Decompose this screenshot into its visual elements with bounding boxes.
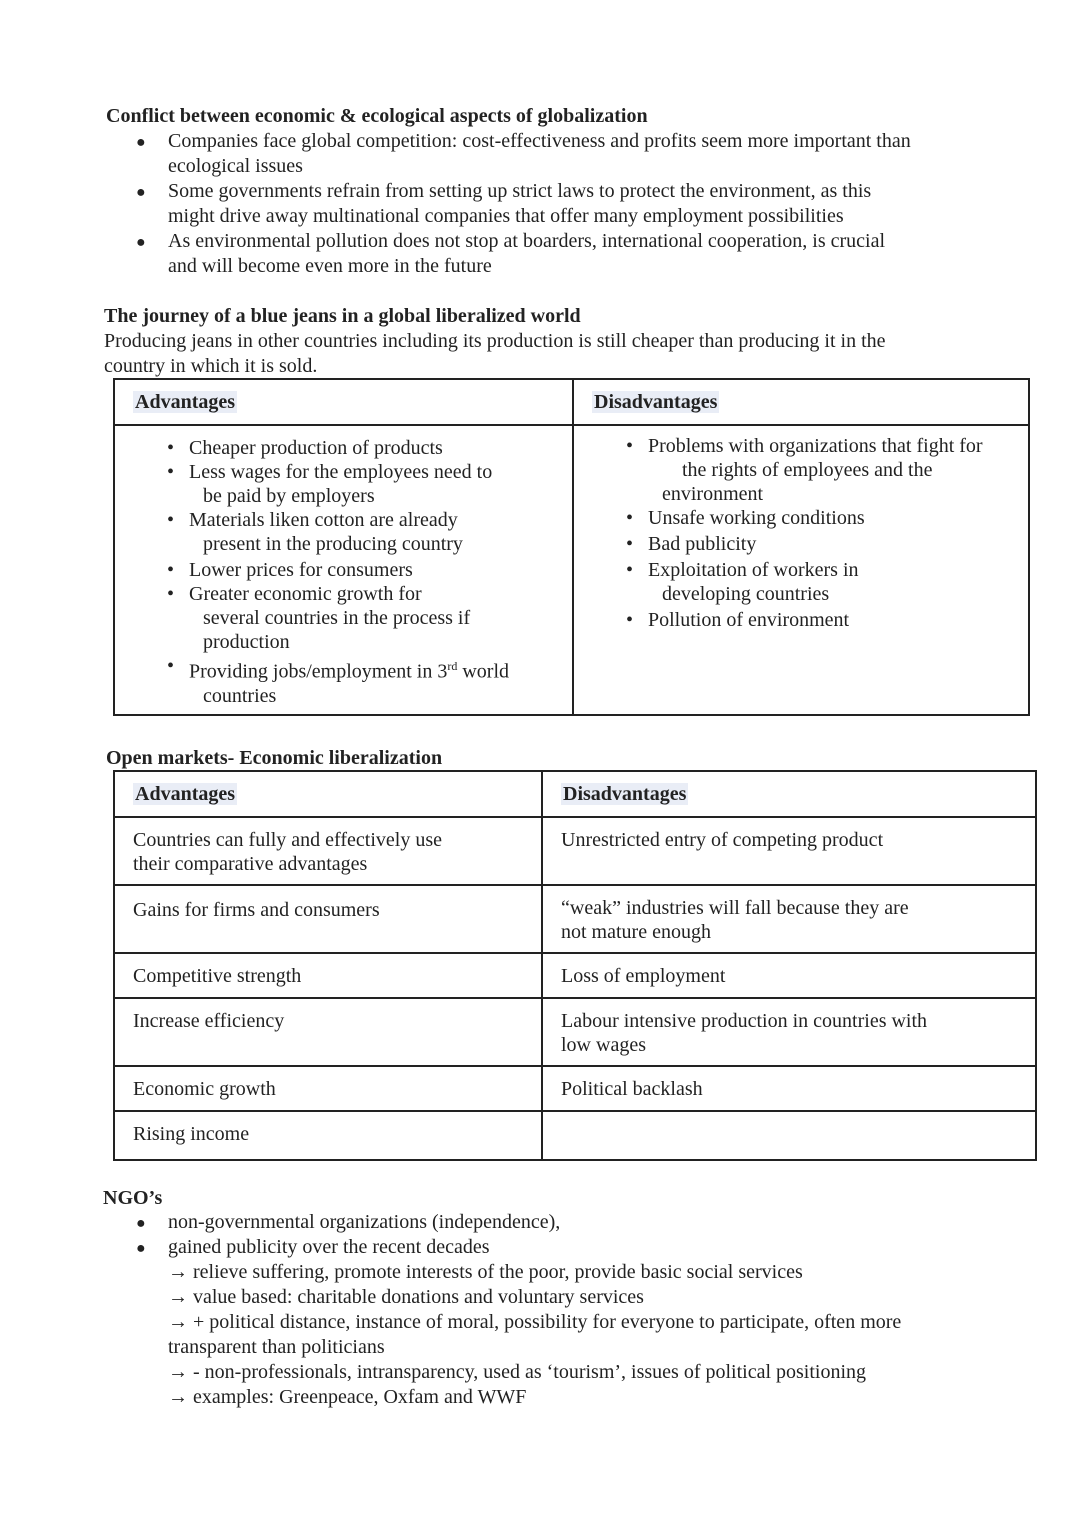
conflict-bullet-2: Some governments refrain from setting up strict laws to protect the environment, as this might drive away multinational companies that offer many employment possibilities (168, 180, 872, 227)
list-item: • Exploitation of workers in developing countries (626, 559, 859, 605)
ngo-bullet-1: non-governmental organizations (independence), (168, 1211, 561, 1233)
jeans-adv-header-cell (114, 379, 573, 425)
table-row: Gains for firms and consumers “weak” industries will fall because they are not mature enough (114, 885, 1036, 953)
conflict-title: Conflict between economic & ecological aspects of globalization (106, 105, 648, 127)
list-item: • Greater economic growth for several countries in the process if production (167, 583, 471, 653)
open-markets-table (113, 770, 1037, 1161)
table-row: Competitive strength Loss of employment (114, 953, 1036, 998)
list-item: • Unsafe working conditions (626, 507, 865, 529)
conflict-bullet-1: Companies face global competition: cost-effectiveness and profits seem more important than ecological issues (168, 130, 911, 177)
conflict-bullet-3: As environmental pollution does not stop at boarders, international cooperation, is crucial and will become even more in the future (168, 230, 886, 277)
jeans-dis-header-cell (573, 379, 1029, 425)
table-row: Countries can fully and effectively use their comparative advantages Unrestricted entry of competing product (114, 817, 1036, 885)
bullet-icon: ● (136, 1240, 146, 1257)
ngo-arrow-3: → + political distance, instance of moral, possibility for everyone to participate, often more (168, 1311, 902, 1333)
om-dis-header: Disadvantages (563, 783, 687, 805)
jeans-adv-header: Advantages (135, 391, 236, 413)
jeans-dis-header: Disadvantages (594, 391, 718, 413)
jeans-advantages-list (167, 436, 562, 708)
ngo-arrow-5: → examples: Greenpeace, Oxfam and WWF (168, 1386, 527, 1408)
table-row: Increase efficiency Labour intensive production in countries with low wages (114, 998, 1036, 1066)
om-adv-header: Advantages (135, 783, 236, 805)
ngo-arrow-1: → relieve suffering, promote interests of the poor, provide basic social services (168, 1261, 803, 1283)
list-item: • Problems with organizations that fight for the rights of employees and the environment (626, 435, 983, 505)
om-dis-header-cell (542, 771, 1036, 817)
ngo-bullet-2: gained publicity over the recent decades (168, 1236, 490, 1258)
list-item: • Pollution of environment (626, 609, 850, 631)
list-item: • Materials liken cotton are already present in the producing country (167, 509, 463, 555)
jeans-dis-cell (573, 425, 1029, 715)
jeans-adv-cell (114, 425, 573, 715)
ngo-title: NGO’s (103, 1187, 163, 1209)
list-item: • Cheaper production of products (167, 437, 443, 459)
jeans-intro: Producing jeans in other countries including its production is still cheaper than producing it in the country in which it is sold. (104, 330, 886, 377)
ngo-arrow-2: → value based: charitable donations and voluntary services (168, 1286, 644, 1308)
bullet-icon: ● (136, 234, 146, 251)
ngo-arrow-4: → - non-professionals, intransparency, used as ‘tourism’, issues of political positioning (168, 1361, 867, 1383)
list-item: • Providing jobs/employment in 3rd world countries (167, 655, 510, 707)
bullet-icon: ● (136, 184, 146, 201)
open-markets-title: Open markets- Economic liberalization (106, 747, 443, 769)
jeans-table (113, 378, 1030, 716)
om-adv-header-cell (114, 771, 542, 817)
list-item: • Lower prices for consumers (167, 559, 413, 581)
bullet-icon: ● (136, 1215, 146, 1232)
list-item: • Less wages for the employees need to be paid by employers (167, 461, 493, 507)
jeans-disadvantages-list (626, 434, 1018, 632)
ngo-arrow-3-cont: transparent than politicians (168, 1336, 385, 1358)
list-item: • Bad publicity (626, 533, 757, 555)
table-row: Rising income (114, 1111, 1036, 1160)
table-row: Economic growth Political backlash (114, 1066, 1036, 1111)
jeans-title: The journey of a blue jeans in a global liberalized world (104, 305, 581, 327)
bullet-icon: ● (136, 134, 146, 151)
